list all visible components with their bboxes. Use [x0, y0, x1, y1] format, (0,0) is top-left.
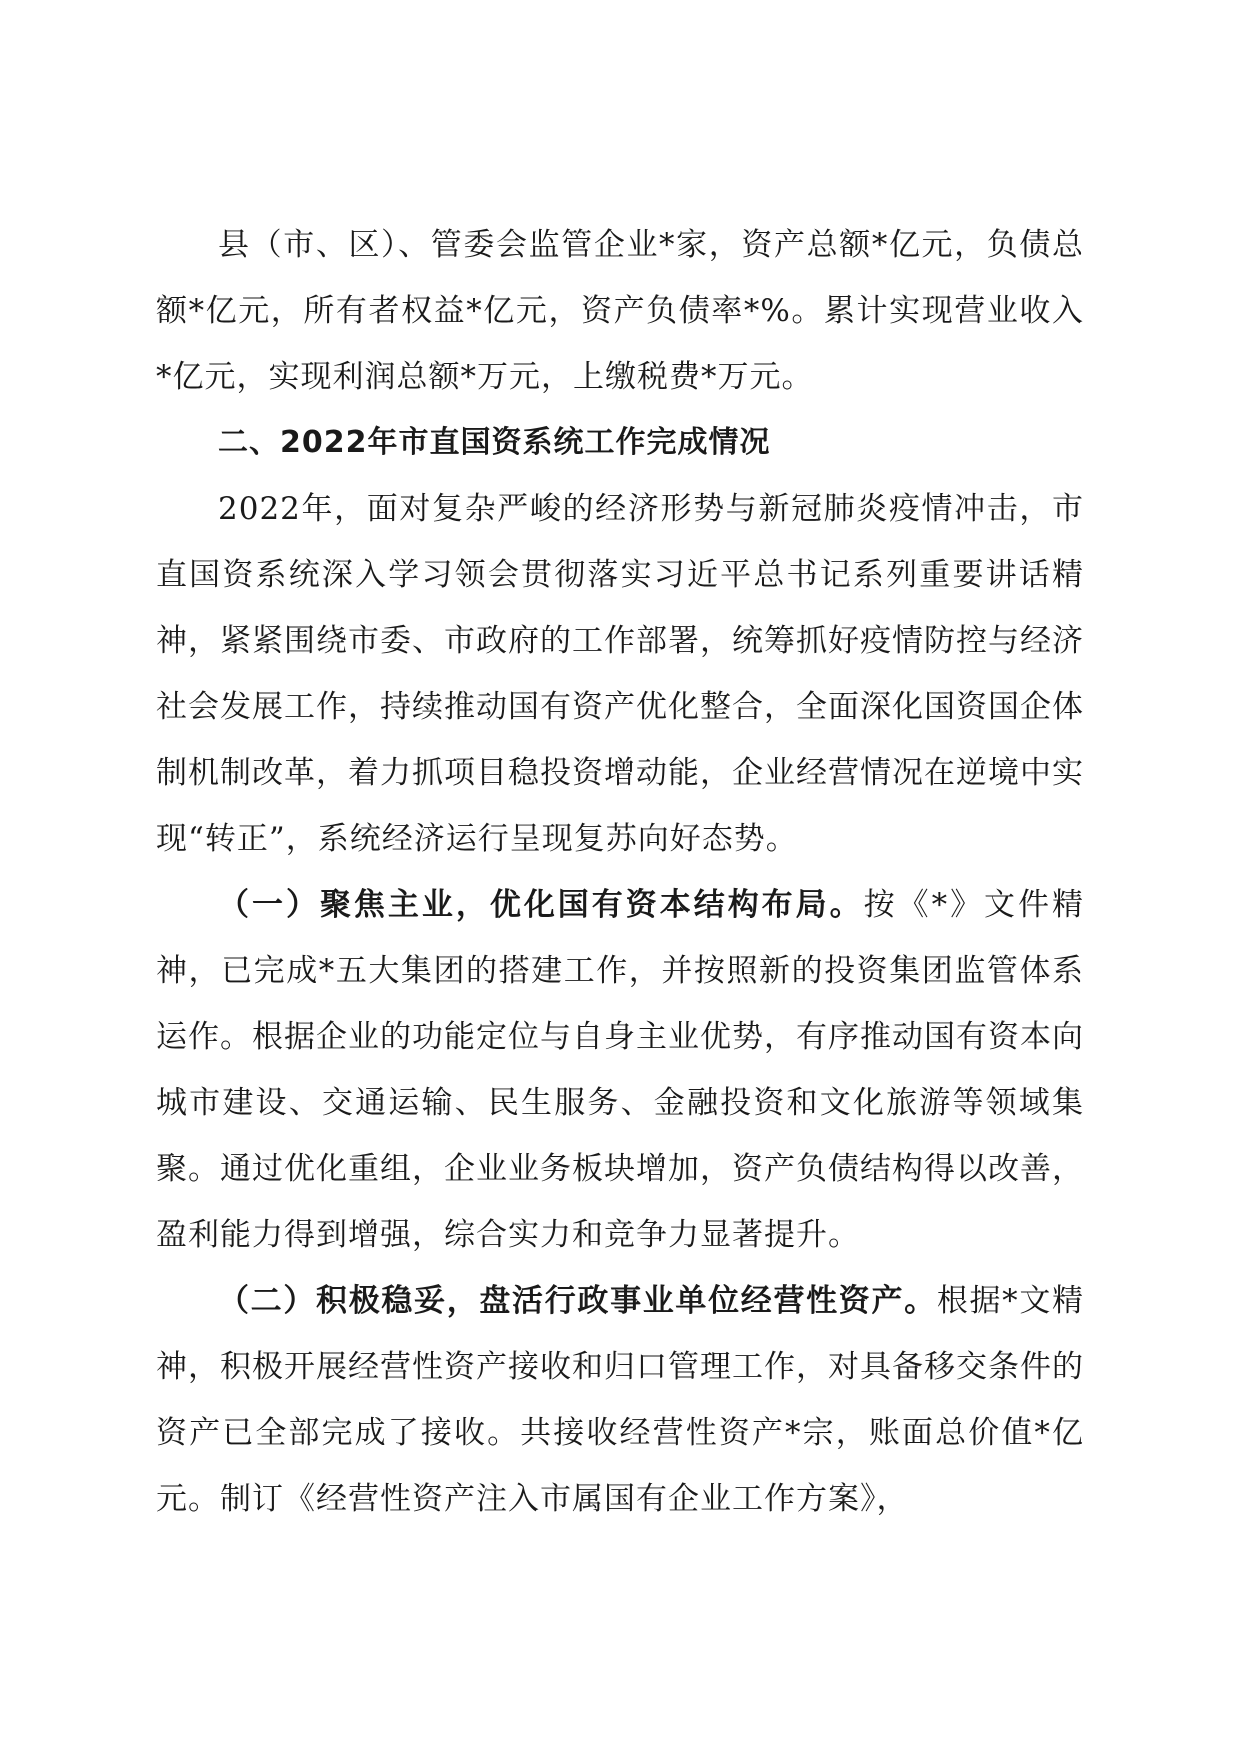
item-2-body-text: 根据*文精神，积极开展经营性资产接收和归口管理工作，对具备移交条件的资产已全部完成了接收。共接收经营性资产*宗，账面总价值*亿元。制订《经营性资产注入市属国有企业工作方案》，	[156, 1283, 1085, 1517]
paragraph-item-1	[156, 872, 1084, 1268]
document-body	[156, 212, 1084, 1532]
paragraph-item-2	[156, 1268, 1084, 1532]
paragraph-2022-overview: 2022年，面对复杂严峻的经济形势与新冠肺炎疫情冲击，市直国资系统深入学习领会贯彻落实习近平总书记系列重要讲话精神，紧紧围绕市委、市政府的工作部署，统筹抓好疫情防控与经济社会发展工作，持续推动国有资产优化整合，全面深化国资国企体制机制改革，着力抓项目稳投资增动能，企业经营情况在逆境中实现“转正”，系统经济运行呈现复苏向好态势。	[156, 491, 1084, 857]
paragraph-enterprise-summary: 县（市、区）、管委会监管企业*家，资产总额*亿元，负债总额*亿元，所有者权益*亿元，资产负债率*%。累计实现营业收入*亿元，实现利润总额*万元，上缴税费*万元。	[156, 227, 1084, 395]
item-1-body-text: 按《*》文件精神，已完成*五大集团的搭建工作，并按照新的投资集团监管体系运作。根据企业的功能定位与自身主业优势，有序推动国有资本向城市建设、交通运输、民生服务、金融投资和文化旅游等领域集聚。通过优化重组，企业业务板块增加，资产负债结构得以改善，盈利能力得到增强，综合实力和竞争力显著提升。	[156, 887, 1085, 1253]
section-heading-2022-work: 二、2022年市直国资系统工作完成情况	[218, 425, 771, 460]
item-2-lead-heading: （二）积极稳妥，盘活行政事业单位经营性资产。	[218, 1283, 937, 1319]
item-1-lead-heading: （一）聚焦主业，优化国有资本结构布局。	[218, 887, 864, 923]
